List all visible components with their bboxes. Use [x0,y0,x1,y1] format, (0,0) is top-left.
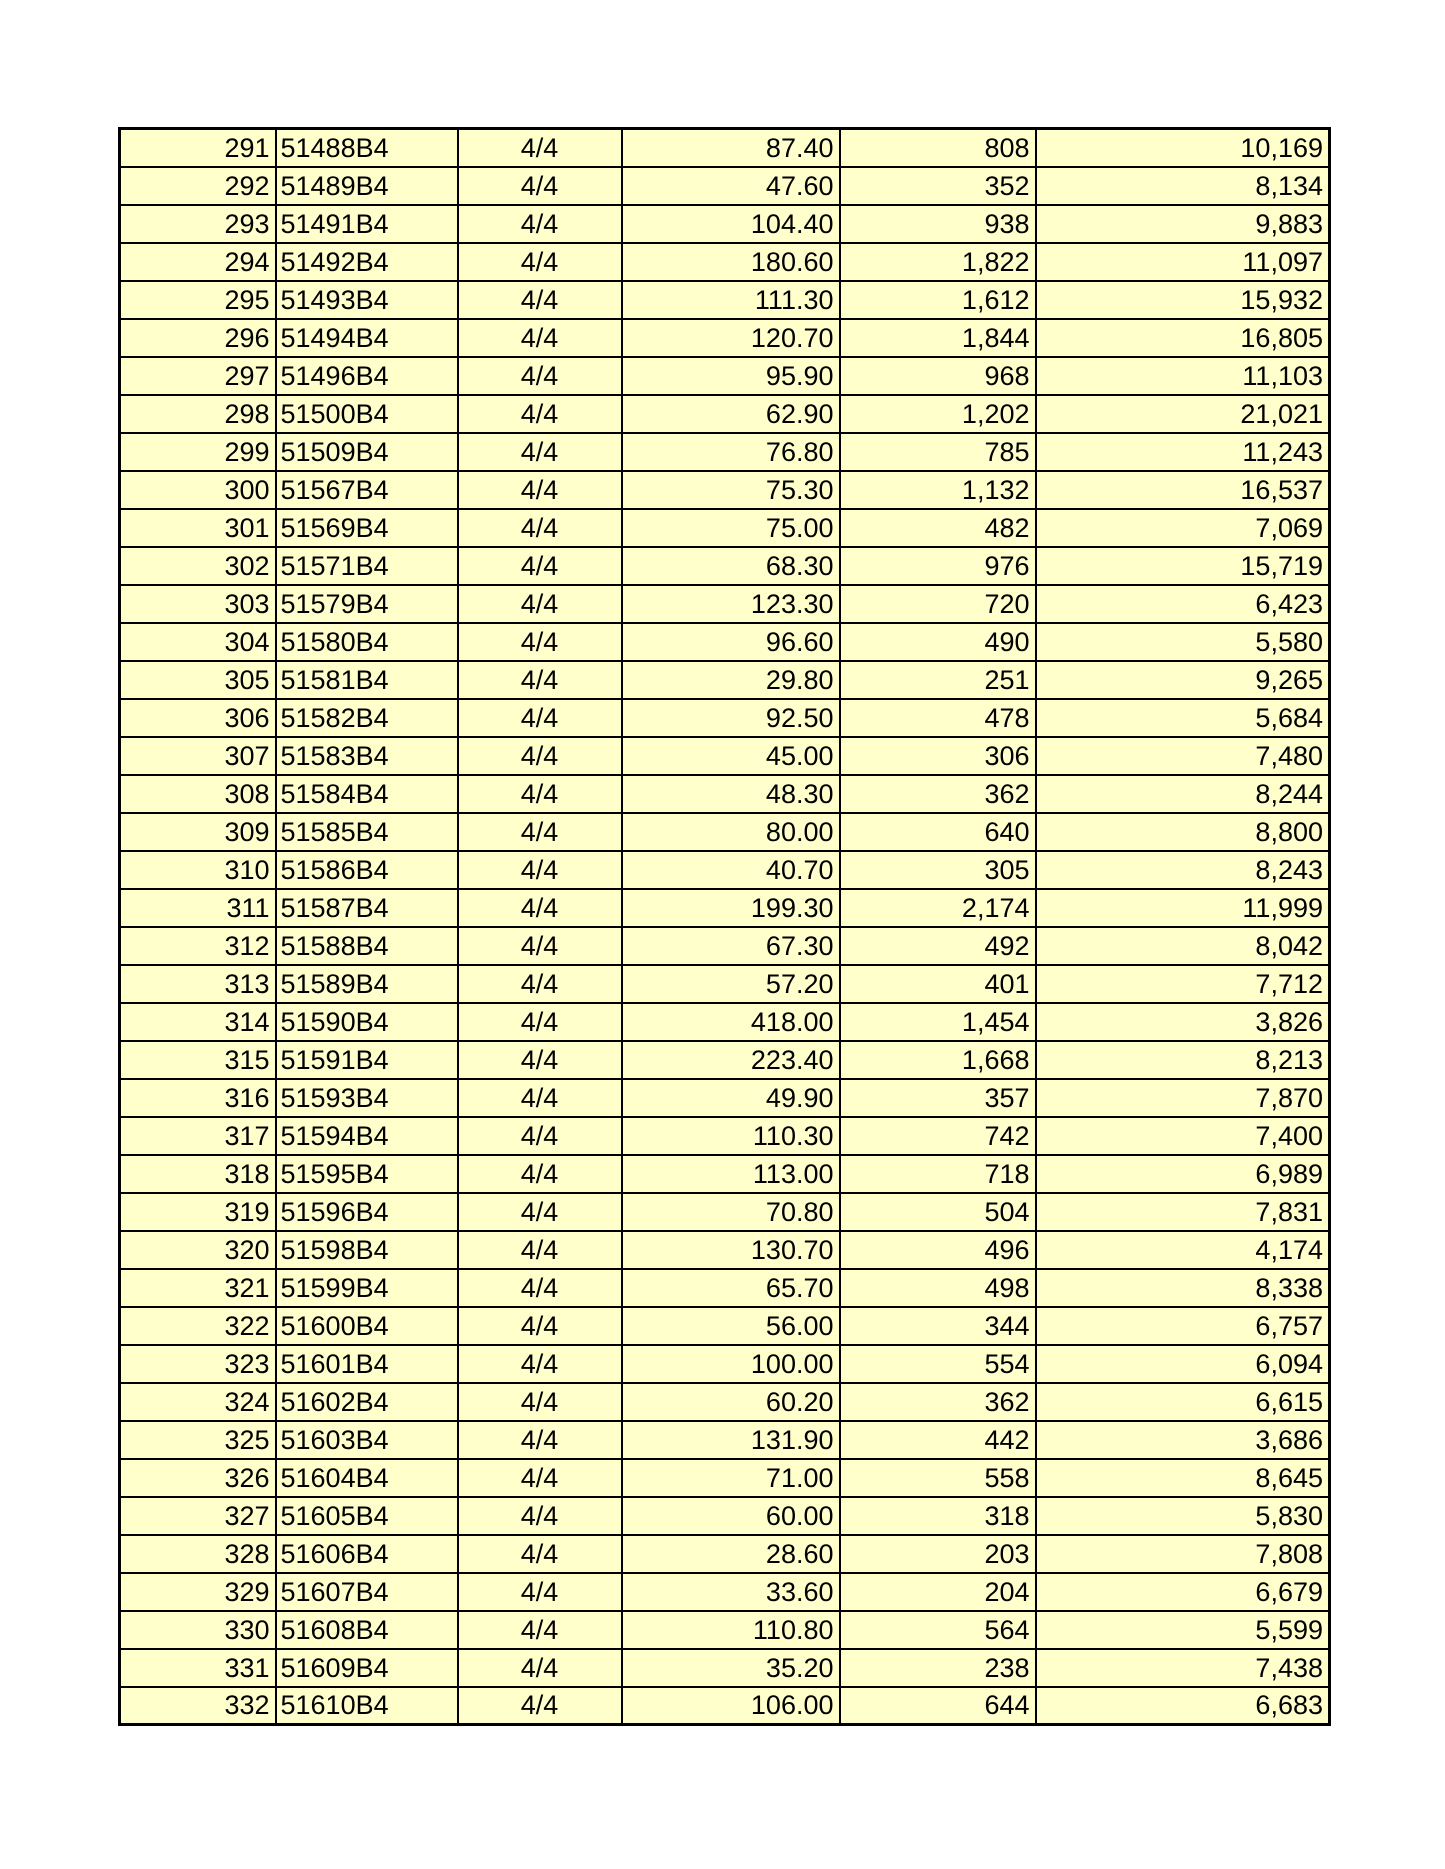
count-cell: 362 [840,775,1036,813]
total-cell: 6,757 [1036,1307,1330,1345]
amount-cell: 180.60 [622,243,840,281]
row-number-cell: 325 [120,1421,276,1459]
table-row [120,1231,1330,1269]
total-cell: 7,480 [1036,737,1330,775]
total-cell: 16,805 [1036,319,1330,357]
table-row [120,851,1330,889]
count-cell: 968 [840,357,1036,395]
table-row [120,433,1330,471]
ratio-cell: 4/4 [458,1193,622,1231]
amount-cell: 47.60 [622,167,840,205]
item-code-cell: 51601B4 [276,1345,458,1383]
ratio-cell: 4/4 [458,1421,622,1459]
row-number-cell: 306 [120,699,276,737]
count-cell: 401 [840,965,1036,1003]
row-number-cell: 298 [120,395,276,433]
item-code-cell: 51581B4 [276,661,458,699]
item-code-cell: 51593B4 [276,1079,458,1117]
item-code-cell: 51594B4 [276,1117,458,1155]
row-number-cell: 299 [120,433,276,471]
ratio-cell: 4/4 [458,433,622,471]
item-code-cell: 51588B4 [276,927,458,965]
row-number-cell: 319 [120,1193,276,1231]
amount-cell: 75.00 [622,509,840,547]
row-number-cell: 307 [120,737,276,775]
amount-cell: 123.30 [622,585,840,623]
row-number-cell: 324 [120,1383,276,1421]
total-cell: 6,615 [1036,1383,1330,1421]
total-cell: 8,134 [1036,167,1330,205]
count-cell: 976 [840,547,1036,585]
ratio-cell: 4/4 [458,1383,622,1421]
amount-cell: 60.20 [622,1383,840,1421]
item-code-cell: 51603B4 [276,1421,458,1459]
item-code-cell: 51590B4 [276,1003,458,1041]
item-code-cell: 51583B4 [276,737,458,775]
table-row [120,1269,1330,1307]
count-cell: 490 [840,623,1036,661]
table-row [120,1041,1330,1079]
item-code-cell: 51491B4 [276,205,458,243]
count-cell: 785 [840,433,1036,471]
total-cell: 5,684 [1036,699,1330,737]
total-cell: 8,645 [1036,1459,1330,1497]
count-cell: 644 [840,1687,1036,1725]
total-cell: 8,800 [1036,813,1330,851]
row-number-cell: 309 [120,813,276,851]
amount-cell: 70.80 [622,1193,840,1231]
ratio-cell: 4/4 [458,129,622,167]
amount-cell: 130.70 [622,1231,840,1269]
row-number-cell: 297 [120,357,276,395]
item-code-cell: 51600B4 [276,1307,458,1345]
total-cell: 7,870 [1036,1079,1330,1117]
count-cell: 482 [840,509,1036,547]
total-cell: 7,069 [1036,509,1330,547]
total-cell: 11,097 [1036,243,1330,281]
total-cell: 10,169 [1036,129,1330,167]
count-cell: 306 [840,737,1036,775]
item-code-cell: 51585B4 [276,813,458,851]
amount-cell: 45.00 [622,737,840,775]
amount-cell: 96.60 [622,623,840,661]
row-number-cell: 313 [120,965,276,1003]
total-cell: 5,599 [1036,1611,1330,1649]
item-code-cell: 51509B4 [276,433,458,471]
ratio-cell: 4/4 [458,167,622,205]
ratio-cell: 4/4 [458,1231,622,1269]
item-code-cell: 51608B4 [276,1611,458,1649]
row-number-cell: 295 [120,281,276,319]
table-row [120,205,1330,243]
table-row [120,1611,1330,1649]
total-cell: 7,831 [1036,1193,1330,1231]
count-cell: 1,612 [840,281,1036,319]
amount-cell: 106.00 [622,1687,840,1725]
table-row [120,357,1330,395]
total-cell: 6,679 [1036,1573,1330,1611]
count-cell: 558 [840,1459,1036,1497]
table-row [120,775,1330,813]
table-row [120,585,1330,623]
row-number-cell: 327 [120,1497,276,1535]
amount-cell: 71.00 [622,1459,840,1497]
row-number-cell: 303 [120,585,276,623]
item-code-cell: 51582B4 [276,699,458,737]
ratio-cell: 4/4 [458,1649,622,1687]
row-number-cell: 308 [120,775,276,813]
count-cell: 1,132 [840,471,1036,509]
amount-cell: 131.90 [622,1421,840,1459]
table-row [120,927,1330,965]
total-cell: 4,174 [1036,1231,1330,1269]
table-row [120,1497,1330,1535]
row-number-cell: 314 [120,1003,276,1041]
item-code-cell: 51567B4 [276,471,458,509]
count-cell: 238 [840,1649,1036,1687]
amount-cell: 199.30 [622,889,840,927]
ratio-cell: 4/4 [458,813,622,851]
amount-cell: 418.00 [622,1003,840,1041]
ratio-cell: 4/4 [458,1307,622,1345]
item-code-cell: 51591B4 [276,1041,458,1079]
amount-cell: 104.40 [622,205,840,243]
total-cell: 11,243 [1036,433,1330,471]
ratio-cell: 4/4 [458,547,622,585]
total-cell: 15,932 [1036,281,1330,319]
table-row [120,167,1330,205]
ratio-cell: 4/4 [458,1041,622,1079]
amount-cell: 65.70 [622,1269,840,1307]
total-cell: 21,021 [1036,395,1330,433]
total-cell: 16,537 [1036,471,1330,509]
row-number-cell: 322 [120,1307,276,1345]
ratio-cell: 4/4 [458,889,622,927]
count-cell: 204 [840,1573,1036,1611]
ratio-cell: 4/4 [458,357,622,395]
row-number-cell: 311 [120,889,276,927]
total-cell: 6,094 [1036,1345,1330,1383]
amount-cell: 40.70 [622,851,840,889]
amount-cell: 49.90 [622,1079,840,1117]
row-number-cell: 326 [120,1459,276,1497]
amount-cell: 120.70 [622,319,840,357]
count-cell: 1,668 [840,1041,1036,1079]
item-code-cell: 51610B4 [276,1687,458,1725]
ratio-cell: 4/4 [458,1497,622,1535]
item-code-cell: 51607B4 [276,1573,458,1611]
amount-cell: 100.00 [622,1345,840,1383]
row-number-cell: 315 [120,1041,276,1079]
amount-cell: 48.30 [622,775,840,813]
amount-cell: 87.40 [622,129,840,167]
count-cell: 2,174 [840,889,1036,927]
amount-cell: 33.60 [622,1573,840,1611]
ratio-cell: 4/4 [458,585,622,623]
row-number-cell: 320 [120,1231,276,1269]
ratio-cell: 4/4 [458,1079,622,1117]
count-cell: 1,822 [840,243,1036,281]
count-cell: 1,202 [840,395,1036,433]
ratio-cell: 4/4 [458,851,622,889]
total-cell: 11,999 [1036,889,1330,927]
count-cell: 344 [840,1307,1036,1345]
row-number-cell: 323 [120,1345,276,1383]
table-row [120,1307,1330,1345]
table-row [120,623,1330,661]
table-row [120,661,1330,699]
item-code-cell: 51580B4 [276,623,458,661]
row-number-cell: 302 [120,547,276,585]
table-row [120,1079,1330,1117]
count-cell: 564 [840,1611,1036,1649]
total-cell: 3,826 [1036,1003,1330,1041]
count-cell: 357 [840,1079,1036,1117]
amount-cell: 223.40 [622,1041,840,1079]
amount-cell: 76.80 [622,433,840,471]
item-code-cell: 51492B4 [276,243,458,281]
row-number-cell: 292 [120,167,276,205]
ratio-cell: 4/4 [458,1459,622,1497]
table-row [120,395,1330,433]
ratio-cell: 4/4 [458,1003,622,1041]
count-cell: 720 [840,585,1036,623]
ratio-cell: 4/4 [458,965,622,1003]
total-cell: 8,243 [1036,851,1330,889]
row-number-cell: 321 [120,1269,276,1307]
row-number-cell: 294 [120,243,276,281]
amount-cell: 111.30 [622,281,840,319]
total-cell: 8,213 [1036,1041,1330,1079]
ratio-cell: 4/4 [458,1117,622,1155]
row-number-cell: 304 [120,623,276,661]
row-number-cell: 312 [120,927,276,965]
table-row [120,471,1330,509]
row-number-cell: 300 [120,471,276,509]
count-cell: 305 [840,851,1036,889]
amount-cell: 68.30 [622,547,840,585]
amount-cell: 62.90 [622,395,840,433]
row-number-cell: 305 [120,661,276,699]
ratio-cell: 4/4 [458,927,622,965]
count-cell: 1,454 [840,1003,1036,1041]
total-cell: 11,103 [1036,357,1330,395]
row-number-cell: 296 [120,319,276,357]
row-number-cell: 316 [120,1079,276,1117]
item-code-cell: 51602B4 [276,1383,458,1421]
count-cell: 203 [840,1535,1036,1573]
count-cell: 718 [840,1155,1036,1193]
item-code-cell: 51493B4 [276,281,458,319]
item-code-cell: 51598B4 [276,1231,458,1269]
row-number-cell: 291 [120,129,276,167]
total-cell: 8,338 [1036,1269,1330,1307]
table-row [120,737,1330,775]
item-code-cell: 51500B4 [276,395,458,433]
row-number-cell: 318 [120,1155,276,1193]
table-row [120,1573,1330,1611]
amount-cell: 35.20 [622,1649,840,1687]
total-cell: 9,883 [1036,205,1330,243]
item-code-cell: 51494B4 [276,319,458,357]
amount-cell: 110.30 [622,1117,840,1155]
item-code-cell: 51606B4 [276,1535,458,1573]
ratio-cell: 4/4 [458,509,622,547]
ratio-cell: 4/4 [458,661,622,699]
table-row [120,1193,1330,1231]
amount-cell: 95.90 [622,357,840,395]
total-cell: 6,423 [1036,585,1330,623]
ratio-cell: 4/4 [458,1535,622,1573]
ratio-cell: 4/4 [458,1687,622,1725]
ratio-cell: 4/4 [458,623,622,661]
amount-cell: 60.00 [622,1497,840,1535]
ratio-cell: 4/4 [458,699,622,737]
total-cell: 3,686 [1036,1421,1330,1459]
ratio-cell: 4/4 [458,737,622,775]
table-row [120,1535,1330,1573]
ratio-cell: 4/4 [458,1573,622,1611]
total-cell: 5,830 [1036,1497,1330,1535]
table-row [120,1649,1330,1687]
table-body [120,129,1330,1725]
data-table [118,127,1331,1726]
amount-cell: 113.00 [622,1155,840,1193]
ratio-cell: 4/4 [458,471,622,509]
total-cell: 6,989 [1036,1155,1330,1193]
total-cell: 15,719 [1036,547,1330,585]
table-row [120,1155,1330,1193]
total-cell: 8,042 [1036,927,1330,965]
total-cell: 6,683 [1036,1687,1330,1725]
item-code-cell: 51587B4 [276,889,458,927]
count-cell: 742 [840,1117,1036,1155]
total-cell: 7,438 [1036,1649,1330,1687]
ratio-cell: 4/4 [458,1155,622,1193]
item-code-cell: 51496B4 [276,357,458,395]
table-row [120,1421,1330,1459]
row-number-cell: 301 [120,509,276,547]
item-code-cell: 51579B4 [276,585,458,623]
table-row [120,965,1330,1003]
table-row [120,1345,1330,1383]
count-cell: 496 [840,1231,1036,1269]
total-cell: 7,808 [1036,1535,1330,1573]
amount-cell: 80.00 [622,813,840,851]
count-cell: 442 [840,1421,1036,1459]
ratio-cell: 4/4 [458,1345,622,1383]
table-row [120,509,1330,547]
item-code-cell: 51596B4 [276,1193,458,1231]
table-row [120,319,1330,357]
amount-cell: 28.60 [622,1535,840,1573]
item-code-cell: 51489B4 [276,167,458,205]
count-cell: 554 [840,1345,1036,1383]
item-code-cell: 51605B4 [276,1497,458,1535]
ratio-cell: 4/4 [458,319,622,357]
table-row [120,129,1330,167]
row-number-cell: 310 [120,851,276,889]
ratio-cell: 4/4 [458,775,622,813]
ratio-cell: 4/4 [458,243,622,281]
ratio-cell: 4/4 [458,395,622,433]
count-cell: 1,844 [840,319,1036,357]
ratio-cell: 4/4 [458,205,622,243]
total-cell: 9,265 [1036,661,1330,699]
table-row [120,1003,1330,1041]
row-number-cell: 317 [120,1117,276,1155]
table-row [120,243,1330,281]
item-code-cell: 51569B4 [276,509,458,547]
count-cell: 938 [840,205,1036,243]
total-cell: 7,712 [1036,965,1330,1003]
item-code-cell: 51571B4 [276,547,458,585]
row-number-cell: 330 [120,1611,276,1649]
table-row [120,1459,1330,1497]
amount-cell: 56.00 [622,1307,840,1345]
count-cell: 362 [840,1383,1036,1421]
table-row [120,813,1330,851]
amount-cell: 92.50 [622,699,840,737]
amount-cell: 29.80 [622,661,840,699]
table-row [120,281,1330,319]
amount-cell: 67.30 [622,927,840,965]
count-cell: 318 [840,1497,1036,1535]
total-cell: 7,400 [1036,1117,1330,1155]
row-number-cell: 331 [120,1649,276,1687]
item-code-cell: 51488B4 [276,129,458,167]
table-row [120,1383,1330,1421]
amount-cell: 75.30 [622,471,840,509]
ratio-cell: 4/4 [458,1269,622,1307]
total-cell: 5,580 [1036,623,1330,661]
table-row [120,1117,1330,1155]
count-cell: 640 [840,813,1036,851]
count-cell: 478 [840,699,1036,737]
total-cell: 8,244 [1036,775,1330,813]
count-cell: 808 [840,129,1036,167]
count-cell: 251 [840,661,1036,699]
row-number-cell: 293 [120,205,276,243]
table-row [120,1687,1330,1725]
table-row [120,889,1330,927]
count-cell: 504 [840,1193,1036,1231]
row-number-cell: 332 [120,1687,276,1725]
ratio-cell: 4/4 [458,281,622,319]
count-cell: 352 [840,167,1036,205]
item-code-cell: 51589B4 [276,965,458,1003]
table-row [120,699,1330,737]
count-cell: 498 [840,1269,1036,1307]
item-code-cell: 51604B4 [276,1459,458,1497]
row-number-cell: 328 [120,1535,276,1573]
table-row [120,547,1330,585]
amount-cell: 57.20 [622,965,840,1003]
item-code-cell: 51586B4 [276,851,458,889]
ratio-cell: 4/4 [458,1611,622,1649]
row-number-cell: 329 [120,1573,276,1611]
count-cell: 492 [840,927,1036,965]
item-code-cell: 51599B4 [276,1269,458,1307]
amount-cell: 110.80 [622,1611,840,1649]
item-code-cell: 51584B4 [276,775,458,813]
item-code-cell: 51609B4 [276,1649,458,1687]
item-code-cell: 51595B4 [276,1155,458,1193]
